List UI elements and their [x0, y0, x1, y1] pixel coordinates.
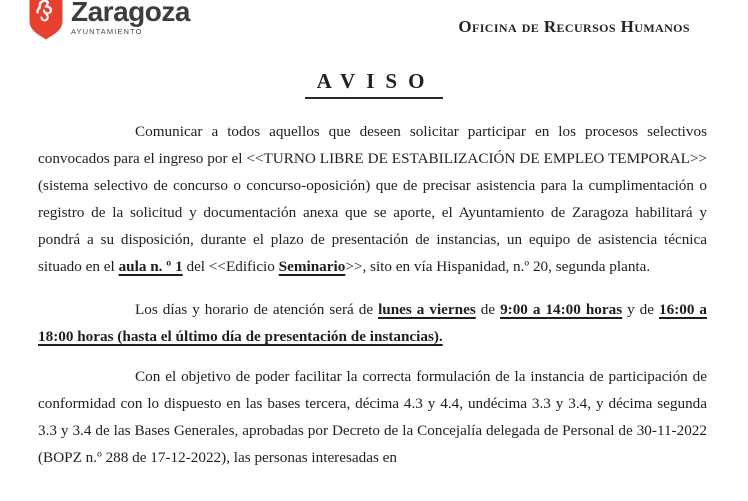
zaragoza-logo	[28, 0, 190, 45]
notice-body	[38, 118, 707, 471]
office-title: Oficina de Recursos Humanos	[458, 17, 690, 36]
text-run: de	[475, 301, 501, 318]
text-run-dias: lunes a viernes	[378, 301, 476, 318]
notice-title: AVISO	[305, 69, 444, 99]
text-run: Con el objetivo de poder facilitar la correcta formulación de la instancia de participación de conformidad con lo dispuesto en las bases tercera, décima 4.3 y 4.4, undécima 3.3 y 3.4, y décima segunda 3.3 y 3.4 de las Bases Generales, aprobadas por Decreto de la Concejalía delegada de Personal de 30-11-2022 (BOPZ n.º 288 de 17-12-2022), las personas interesadas en	[38, 368, 707, 466]
document-header	[0, 0, 748, 45]
text-run: y de	[622, 301, 659, 318]
paragraph-asistencia	[38, 118, 707, 280]
text-run: del <<Edificio	[182, 258, 279, 275]
logo-text	[71, 0, 190, 36]
logo-subtitle: AYUNTAMIENTO	[71, 27, 143, 36]
zaragoza-shield-lion-icon	[28, 0, 64, 45]
text-run: Comunicar a todos aquellos que deseen solicitar participar en los procesos selectivos convocados para el ingreso por el <<TURNO LIBRE DE ESTABILIZACIÓN DE EMPLEO TEMPORAL>> (sistema selectivo de concurso o concurso-oposición) que de precisar asistencia para la cumplimentación o registro de la solicitud y documentación anexa que se aporte, el Ayuntamiento de Zaragoza habilitará y pondrá a su disposición, durante el plazo de presentación de instancias, un equipo de asistencia técnica situado en el	[38, 123, 707, 275]
text-run-horas-manana: 9:00 a 14:00 horas	[500, 301, 623, 318]
logo-wordmark: Zaragoza	[71, 0, 190, 27]
text-run-horas-tarde: 16:00 a 18:00 horas (hasta el último día de presentación de instancias).	[38, 301, 708, 345]
text-run: Los días y horario de atención será de	[135, 301, 379, 318]
text-run-seminario: Seminario	[278, 258, 346, 275]
text-run: >>, sito en vía Hispanidad, n.º 20, segunda planta.	[345, 258, 651, 275]
title-row	[0, 69, 748, 99]
text-run-aula: aula n. º 1	[118, 258, 183, 275]
paragraph-horario	[38, 296, 707, 350]
paragraph-bases	[38, 363, 707, 471]
